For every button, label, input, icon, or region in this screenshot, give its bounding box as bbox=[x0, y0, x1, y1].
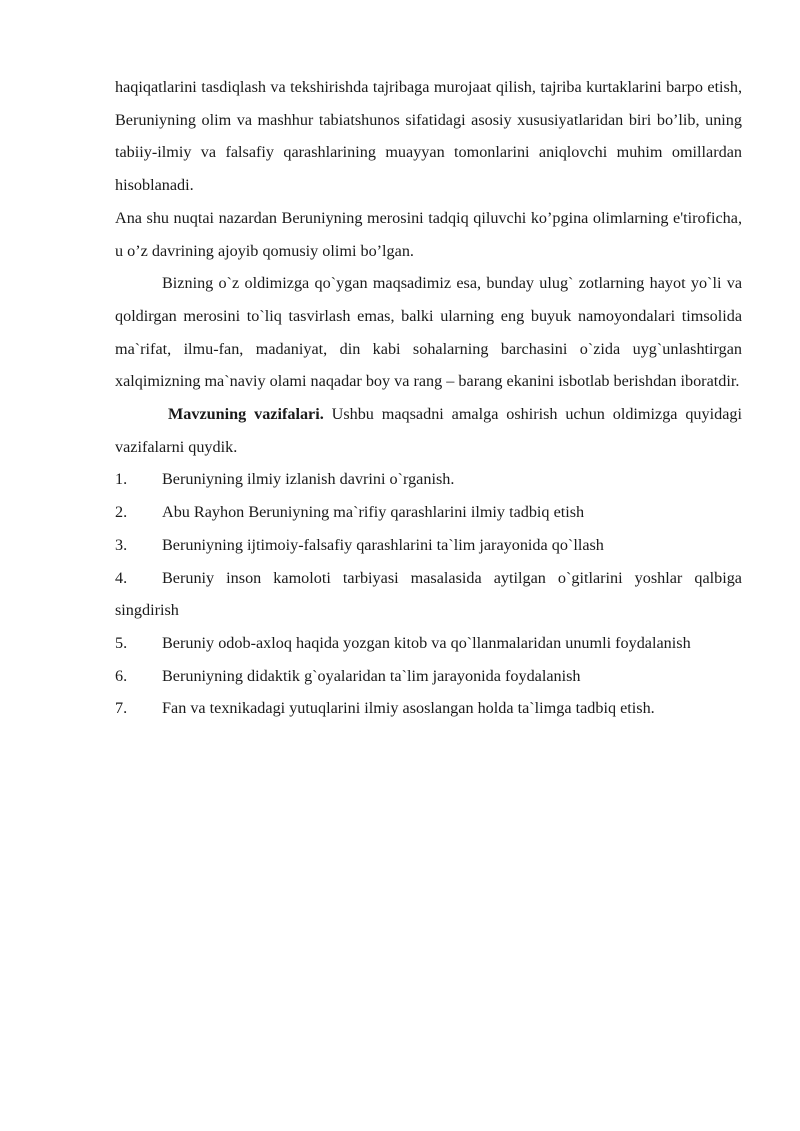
list-item-text: Beruniyning didaktik g`oyalaridan ta`lim jarayonida foydalanish bbox=[162, 666, 581, 685]
tasks-intro-text: Ushbu maqsadni amalga oshirish uchun oldimizga quyidagi vazifalarni quydik. bbox=[115, 405, 742, 456]
list-item-text: Abu Rayhon Beruniyning ma`rifiy qarashlarini ilmiy tadbiq etish bbox=[162, 503, 585, 522]
list-item-number: 5. bbox=[115, 633, 128, 652]
paragraph-tasks-intro bbox=[115, 398, 742, 463]
tasks-list bbox=[115, 463, 742, 725]
paragraph-encyclopedic-scholar: Ana shu nuqtai nazardan Beruniyning merosini tadqiq qiluvchi ko’pgina olimlarning e'tiroficha, u o’z davrining ajoyib qomusiy olimi bo’lgan. bbox=[115, 208, 742, 260]
paragraph-goal: Bizning o`z oldimizga qo`ygan maqsadimiz esa, bunday ulug` zotlarning hayot yo`li va qoldirgan merosini to`liq tasvirlash emas, balki ularning eng buyuk namoyondalari timsolida ma`rifat, ilmu-fan, madaniyat, din kabi sohalarning barchasini o`zida uyg`unlashtirgan xalqimizning ma`naviy olami naqadar boy va rang – barang ekanini isbotlab berishdan iboratdir. bbox=[115, 274, 742, 391]
list-item bbox=[115, 496, 742, 529]
list-item bbox=[115, 562, 742, 627]
list-item-text: Beruniyning ijtimoiy-falsafiy qarashlarini ta`lim jarayonida qo`llash bbox=[162, 535, 604, 554]
list-item-number: 2. bbox=[115, 503, 128, 522]
list-item-number: 1. bbox=[115, 470, 128, 489]
list-item bbox=[115, 692, 742, 725]
list-item bbox=[115, 627, 742, 660]
paragraph-experiment: haqiqatlarini tasdiqlash va tekshirishda tajribaga murojaat qilish, tajriba kurtaklarini barpo etish, Beruniyning olim va mashhur tabiatshunos sifatidagi asosiy xususiyatlaridan biri bo’lib, uning tabiiy-ilmiy va falsafiy qarashlarining muayyan tomonlarini aniqlovchi muhim omillardan hisoblanadi. bbox=[115, 78, 742, 195]
list-item-text: Beruniyning ilmiy izlanish davrini o`rganish. bbox=[162, 470, 455, 489]
tasks-heading: Mavzuning vazifalari. bbox=[168, 405, 324, 424]
list-item bbox=[115, 660, 742, 693]
list-item-text: Beruniy odob-axloq haqida yozgan kitob va qo`llanmalaridan unumli foydalanish bbox=[162, 633, 691, 652]
list-item-number: 4. bbox=[115, 568, 128, 587]
list-item-text: Fan va texnikadagi yutuqlarini ilmiy asoslangan holda ta`limga tadbiq etish. bbox=[162, 699, 655, 718]
list-item-number: 6. bbox=[115, 666, 128, 685]
list-item-text: Beruniy inson kamoloti tarbiyasi masalasida aytilgan o`gitlarini yoshlar qalbiga singdirish bbox=[115, 568, 742, 620]
list-item-number: 3. bbox=[115, 535, 128, 554]
list-item-number: 7. bbox=[115, 699, 128, 718]
list-item bbox=[115, 529, 742, 562]
list-item bbox=[115, 463, 742, 496]
